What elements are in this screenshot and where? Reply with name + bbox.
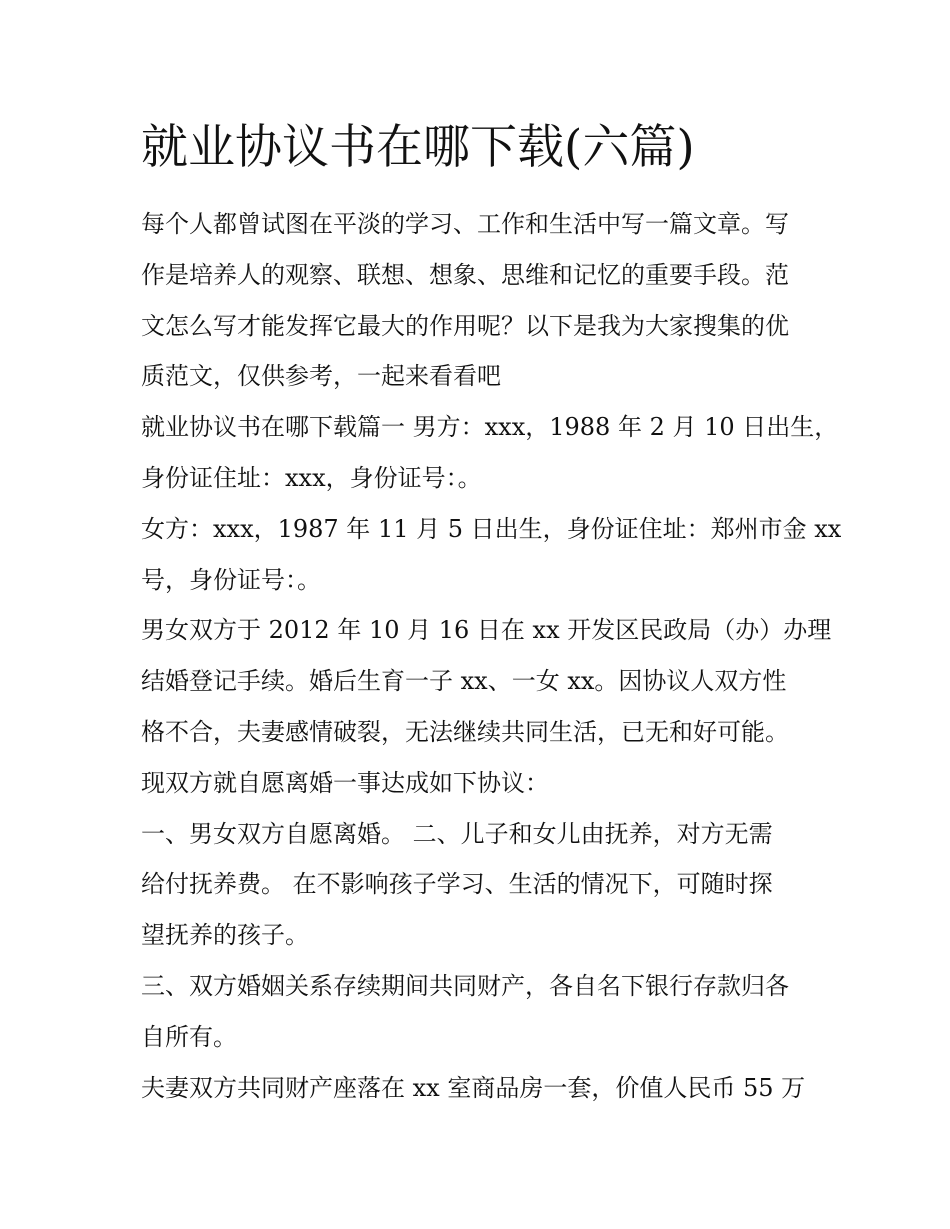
body-line: 格不合，夫妻感情破裂，无法继续共同生活，已无和好可能。	[141, 717, 789, 746]
body-line: 望抚养的孩子。	[141, 921, 309, 950]
body-line: 三、双方婚姻关系存续期间共同财产，各自名下银行存款归各	[141, 971, 789, 1000]
body-line: 每个人都曾试图在平淡的学习、工作和生活中写一篇文章。写	[141, 210, 789, 238]
body-line: 身份证住址：xxx，身份证号：。	[141, 463, 482, 492]
document-body	[141, 199, 842, 1113]
body-line: 文怎么写才能发挥它最大的作用呢？以下是我为大家搜集的优	[141, 311, 789, 340]
body-line: 女方：xxx，1987 年 11 月 5 日出生，身份证住址：郑州市金 xx	[141, 514, 842, 543]
document-title: 就业协议书在哪下载(六篇)	[141, 120, 695, 175]
body-line: 结婚登记手续。婚后生育一子 xx、一女 xx。因协议人双方性	[141, 667, 787, 696]
body-line: 给付抚养费。 在不影响孩子学习、生活的情况下，可随时探	[141, 870, 773, 899]
body-line: 男女双方于 2012 年 10 月 16 日在 xx 开发区民政局（办）办理	[141, 616, 832, 645]
body-line: 自所有。	[141, 1022, 237, 1051]
body-line: 就业协议书在哪下载篇一 男方：xxx，1988 年 2 月 10 日出生，	[141, 413, 839, 442]
body-line: 现双方就自愿离婚一事达成如下协议：	[141, 768, 549, 797]
body-line: 一、男女双方自愿离婚。 二、儿子和女儿由抚养，对方无需	[141, 819, 773, 848]
body-line: 质范文，仅供参考，一起来看看吧	[141, 362, 501, 391]
body-line: 号，身份证号：。	[141, 565, 321, 594]
body-line: 夫妻双方共同财产座落在 xx 室商品房一套，价值人民币 55 万	[141, 1073, 806, 1102]
body-line: 作是培养人的观察、联想、想象、思维和记忆的重要手段。范	[141, 260, 789, 289]
